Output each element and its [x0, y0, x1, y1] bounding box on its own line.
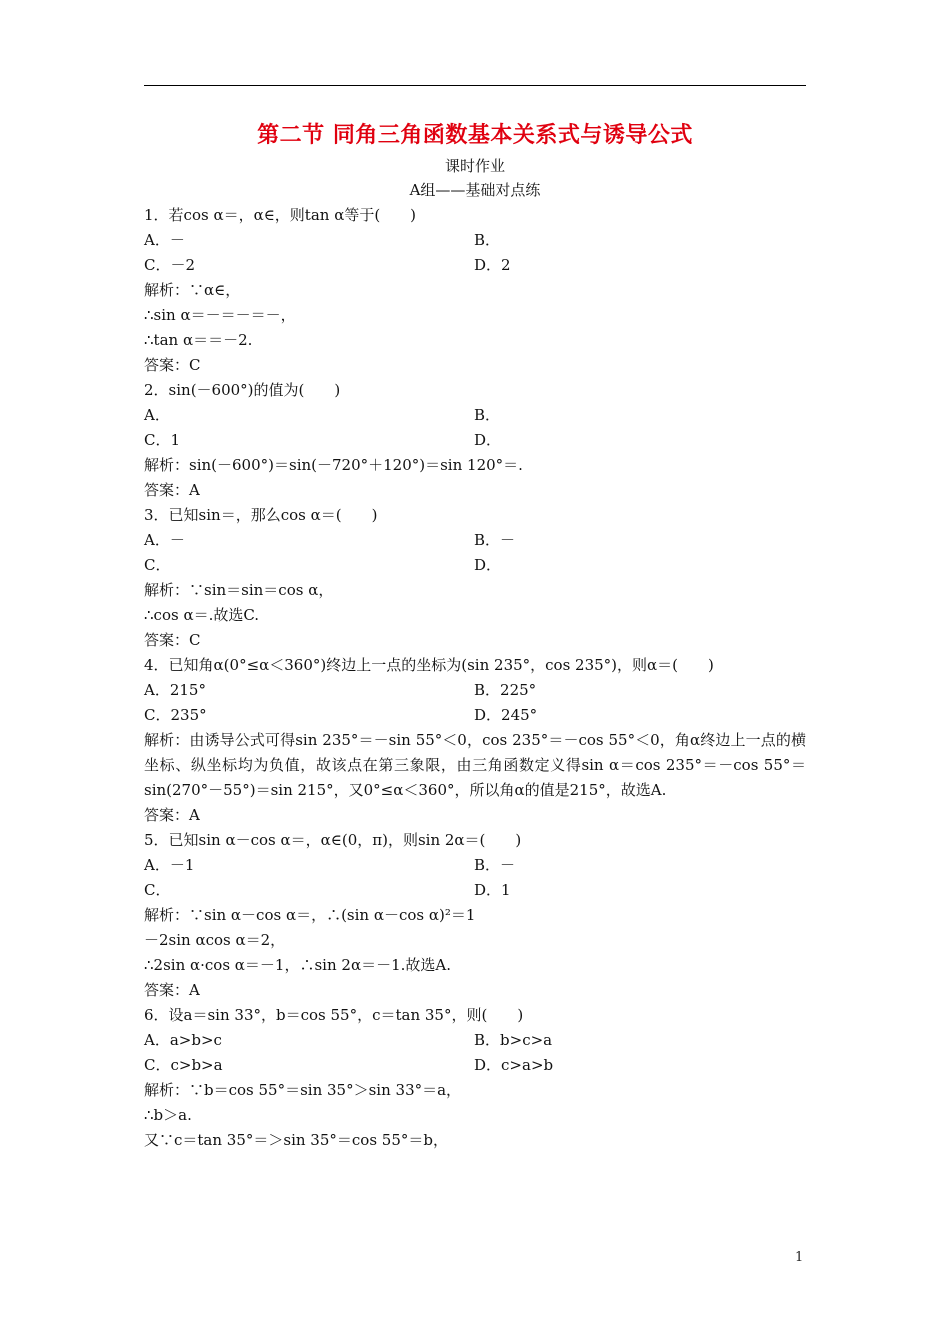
- option-a: A．－: [144, 531, 185, 549]
- question-2-stem: 2．sin(－600°)的值为( ): [144, 381, 341, 399]
- document-body: [144, 178, 806, 1153]
- option-b: B．: [474, 406, 501, 424]
- option-d: D．: [474, 556, 502, 574]
- question-2-options-row-1: [144, 403, 806, 428]
- solution-line: ∴2sin α·cos α＝－1，∴sin 2α＝－1.故选A.: [144, 956, 451, 974]
- question-4-options-row-2: [144, 703, 806, 728]
- option-b: B．225°: [474, 681, 537, 699]
- question-6-options-row-2: [144, 1053, 806, 1078]
- answer-line: 答案：C: [144, 631, 201, 649]
- option-c: C．－2: [144, 256, 196, 274]
- option-a: A．－1: [144, 856, 195, 874]
- solution-line: －2sin αcos α＝2，: [144, 931, 286, 949]
- group-label: A组——基础对点练: [409, 181, 541, 199]
- question-3-options-row-1: [144, 528, 806, 553]
- solution-line: 解析：∵sin＝sin＝cos α，: [144, 581, 334, 599]
- question-4-options-row-1: [144, 678, 806, 703]
- answer-line: 答案：C: [144, 356, 201, 374]
- question-2-options-row-2: [144, 428, 806, 453]
- option-a: A．a>b>c: [144, 1031, 222, 1049]
- question-6-stem: 6．设a＝sin 33°，b＝cos 55°，c＝tan 35°，则( ): [144, 1006, 524, 1024]
- question-5-options-row-2: [144, 878, 806, 903]
- option-d: D．c>a>b: [474, 1056, 554, 1074]
- answer-line: 答案：A: [144, 981, 200, 999]
- option-b: B．b>c>a: [474, 1031, 553, 1049]
- option-c: C．c>b>a: [144, 1056, 223, 1074]
- question-1-options-row-2: [144, 253, 806, 278]
- option-c: C．235°: [144, 706, 207, 724]
- question-5-stem: 5．已知sin α－cos α＝，α∈(0，π)，则sin 2α＝( ): [144, 831, 522, 849]
- solution-line: ∴tan α＝＝－2.: [144, 331, 253, 349]
- option-c: C．1: [144, 431, 181, 449]
- option-b: B．－: [474, 856, 516, 874]
- page-number: 1: [795, 1250, 804, 1265]
- option-c: C．: [144, 881, 171, 899]
- option-b: B．－: [474, 531, 516, 549]
- solution-paragraph: 解析：由诱导公式可得sin 235°＝－sin 55°＜0，cos 235°＝－cos 55°＜0，角α终边上一点的横坐标、纵坐标均为负值，故该点在第三象限，由三角函数定义得sin α＝cos 235°＝－cos 55°＝sin(270°－55°)＝sin 215°，又0°≤α＜360°，所以角α的值是215°，故选A.: [144, 731, 806, 799]
- question-3-options-row-2: [144, 553, 806, 578]
- answer-line: 答案：A: [144, 806, 200, 824]
- solution-line: 解析：∵b＝cos 55°＝sin 35°＞sin 33°＝a，: [144, 1081, 462, 1099]
- section-title: 第二节 同角三角函数基本关系式与诱导公式: [257, 122, 693, 148]
- solution-line: ∴sin α＝－＝－＝－，: [144, 306, 296, 324]
- solution-line: 又∵c＝tan 35°＝＞sin 35°＝cos 55°＝b，: [144, 1131, 448, 1149]
- option-d: D．245°: [474, 706, 538, 724]
- question-6-options-row-1: [144, 1028, 806, 1053]
- option-a: A．－: [144, 231, 185, 249]
- solution-line: ∴b＞a.: [144, 1106, 192, 1124]
- solution-line: 解析：∵sin α－cos α＝，∴(sin α－cos α)²＝1: [144, 906, 476, 924]
- question-4-stem: 4．已知角α(0°≤α＜360°)终边上一点的坐标为(sin 235°，cos 235°)，则α＝( ): [144, 656, 714, 674]
- solution-line: ∴cos α＝.故选C.: [144, 606, 260, 624]
- option-c: C．: [144, 556, 171, 574]
- question-3-stem: 3．已知sin＝，那么cos α＝( ): [144, 506, 378, 524]
- solution-line: 解析：sin(－600°)＝sin(－720°＋120°)＝sin 120°＝.: [144, 456, 523, 474]
- option-b: B．: [474, 231, 501, 249]
- homework-label: 课时作业: [444, 157, 505, 175]
- solution-line: 解析：∵α∈，: [144, 281, 241, 299]
- option-a: A．215°: [144, 681, 206, 699]
- option-d: D．2: [474, 256, 511, 274]
- option-d: D．: [474, 431, 502, 449]
- option-a: A．: [144, 406, 170, 424]
- header-rule: [144, 85, 806, 86]
- question-5-options-row-1: [144, 853, 806, 878]
- answer-line: 答案：A: [144, 481, 200, 499]
- option-d: D．1: [474, 881, 511, 899]
- question-1-stem: 1．若cos α＝，α∈，则tan α等于( ): [144, 206, 417, 224]
- question-1-options-row-1: [144, 228, 806, 253]
